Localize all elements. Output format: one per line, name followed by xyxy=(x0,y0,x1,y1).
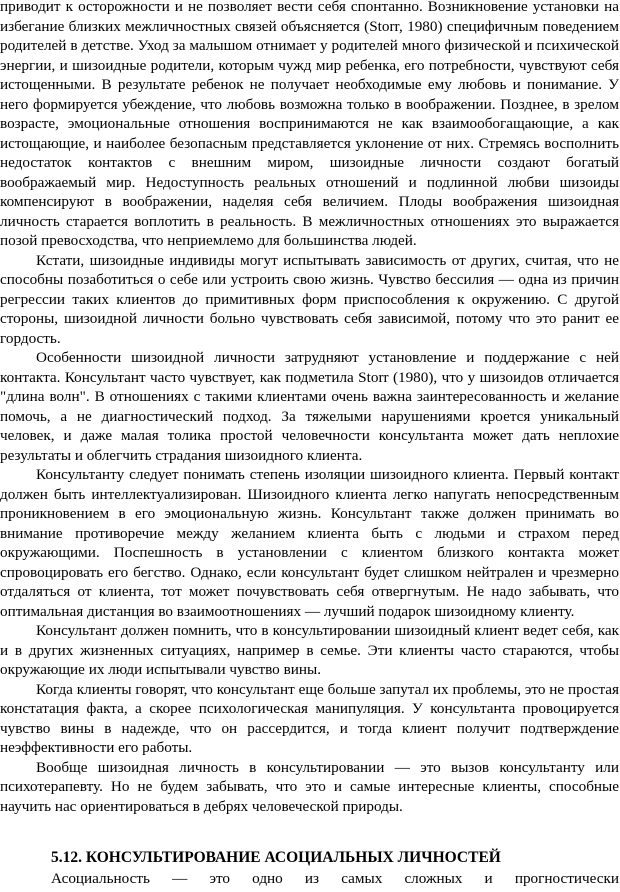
continuation-line: Асоциальность — это одно из самых сложных и прогностически xyxy=(51,870,619,887)
paragraph-2: Кстати, шизоидные индивиды могут испытывать зависимость от других, считая, что не способны позаботиться о себе или устроить свою жизнь. Чувство бессилия — одна из причин регрессии таких клиентов до примитивных форм приспособления к окружению. С другой стороны, шизоидной личности больно чувствовать себя зависимой, потому что это ранит ее гордость. xyxy=(0,251,619,347)
paragraph-7: Вообще шизоидная личность в консультировании — это вызов консультанту или психотерапевту. Но не будем забывать, что это и самые интересные клиенты, способные научить нас ориентироваться в дебрях человеческой природы. xyxy=(0,758,619,815)
section-heading: 5.12. КОНСУЛЬТИРОВАНИЕ АСОЦИАЛЬНЫХ ЛИЧНОСТЕЙ xyxy=(51,849,501,866)
paragraph-1: приводит к осторожности и не позволяет вести себя спонтанно. Возникновение установки на избегание близких межличностных связей объясняется (Storr, 1980) специфичным поведением родителей в детстве. Уход за малышом отнимает у родителей много физической и психической энергии, и шизоидные родители, которым чужд мир ребенка, его потребности, чувствуют себя истощенными. В результате ребенок не получает необходимые ему любовь и понимание. У него формируется убеждение, что любовь возможна только в воображении. Позднее, в зрелом возрасте, эмоциональные отношения воспринимаются не как взаимообогащающие, а как истощающие, и наиболее безопасным представляется уклонение от них. Стремясь восполнить недостаток контактов с внешним миром, шизоидные личности создают богатый воображаемый мир. Недоступность реальных отношений и подлинной любви шизоиды компенсируют в воображении, наделяя себя величием. Плоды воображения шизоидная личность старается воплотить в реальность. В межличностных отношениях это выражается позой превосходства, что неприемлемо для большинства людей. xyxy=(0,0,619,249)
paragraph-4: Консультанту следует понимать степень изоляции шизоидного клиента. Первый контакт должен быть интеллектуализирован. Шизоидного клиента легко напугать непосредственным проникновением в его эмоциональную жизнь. Консультант также должен принимать во внимание противоречие между желанием клиента быть с людьми и страхом перед окружающими. Поспешность в установлении с клиентом близкого контакта может спровоцировать его бегство. Однако, если консультант будет слишком нейтрален и чрезмерно отдаляться от клиента, тот может почувствовать себя отвергнутым. Не надо забывать, что оптимальная дистанция во взаимоотношениях — лучший подарок шизоидному клиенту. xyxy=(0,466,619,620)
paragraph-5: Консультант должен помнить, что в консультировании шизоидный клиент ведет себя, как и в других жизненных ситуациях, например в семье. Эти клиенты часто стараются, чтобы окружающие их люди испытывали чувство вины. xyxy=(0,622,619,678)
paragraph-6: Когда клиенты говорят, что консультант еще больше запутал их проблемы, это не простая констатация факта, а скорее психологическая манипуляция. У консультанта провоцируется чувство вины в надежде, что он рассердится, и тогда клиент получит подтверждение неэффективности его работы. xyxy=(0,680,619,756)
paragraph-3: Особенности шизоидной личности затрудняют установление и поддержание с ней контакта. Консультант часто чувствует, как подметила Storr (1980), что у шизоидов отличается "длина волн". В отношениях с такими клиентами очень важна заинтересованность и желание помочь, а не диагностический подход. За тяжелыми нарушениями кроется уникальный человек, и даже малая толика простой человечности консультанта может дать неплохие результаты и облегчить страдания шизоидного клиента. xyxy=(0,349,619,464)
